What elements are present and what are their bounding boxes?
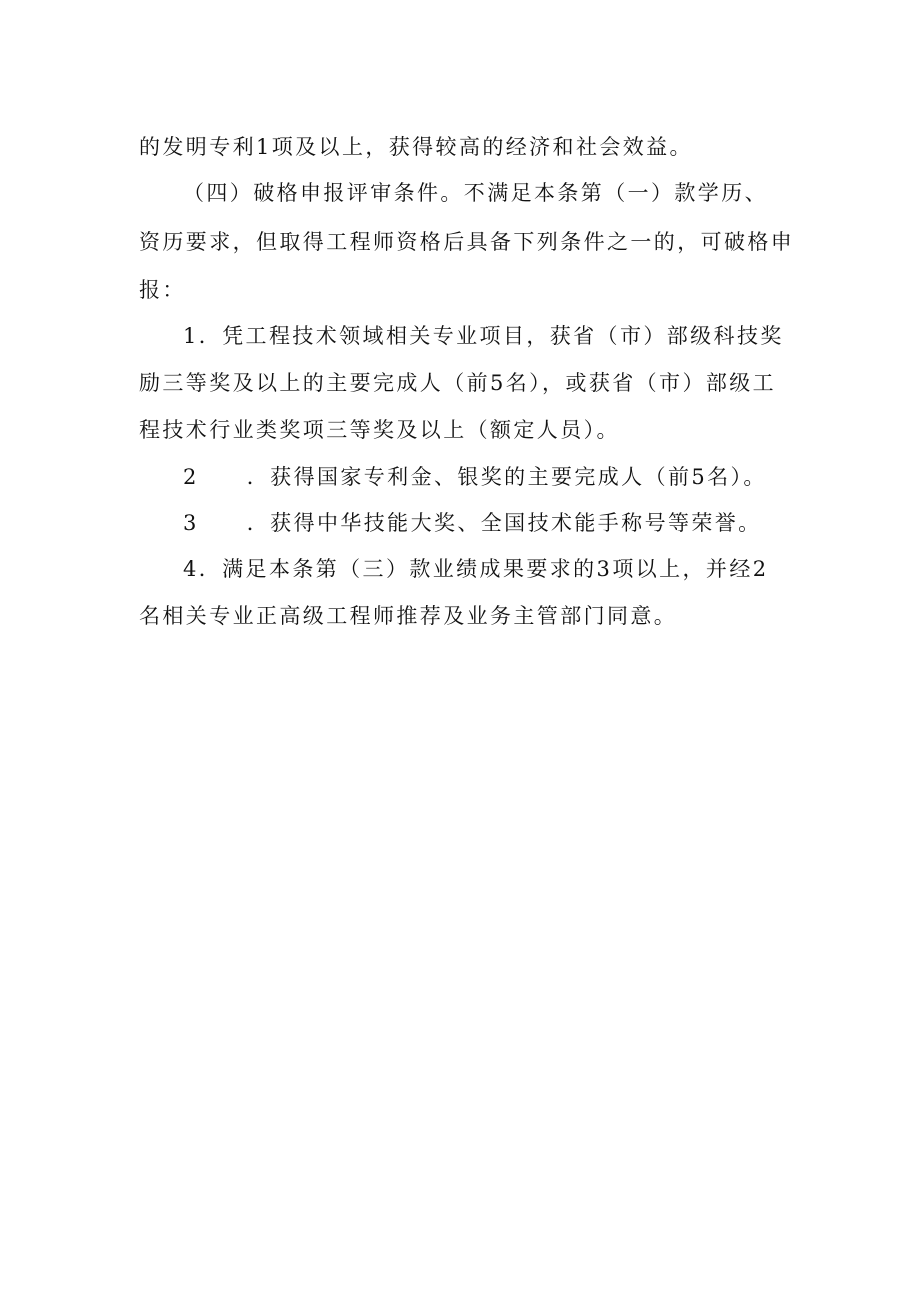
paragraph-line: 报： <box>139 278 186 302</box>
list-item-text: ．获得中华技能大奖、全国技术能手称号等荣誉。 <box>246 511 762 535</box>
list-item-4-line: 名相关专业正高级工程师推荐及业务主管部门同意。 <box>139 604 678 628</box>
paragraph-line: 的发明专利1项及以上，获得较高的经济和社会效益。 <box>139 135 693 159</box>
list-item-4-line: 4．满足本条第（三）款业绩成果要求的3项以上，并经2 <box>183 557 769 581</box>
paragraph-line: 资历要求，但取得工程师资格后具备下列条件之一的，可破格申 <box>139 230 795 254</box>
list-item-text: ．获得国家专利金、银奖的主要完成人（前5名）。 <box>246 465 767 489</box>
list-item-1-line: 励三等奖及以上的主要完成人（前5名），或获省（市）部级工 <box>139 371 777 395</box>
section-heading-line: （四）破格申报评审条件。不满足本条第（一）款学历、 <box>183 181 768 205</box>
list-item-1-line: 1．凭工程技术领域相关专业项目，获省（市）部级科技奖 <box>183 324 784 348</box>
list-item-2 <box>183 464 767 490</box>
list-number: 3 <box>183 511 199 535</box>
list-item-1-line: 程技术行业类奖项三等奖及以上（额定人员）。 <box>139 418 620 442</box>
list-number: 2 <box>183 465 199 489</box>
list-item-3 <box>183 510 762 536</box>
